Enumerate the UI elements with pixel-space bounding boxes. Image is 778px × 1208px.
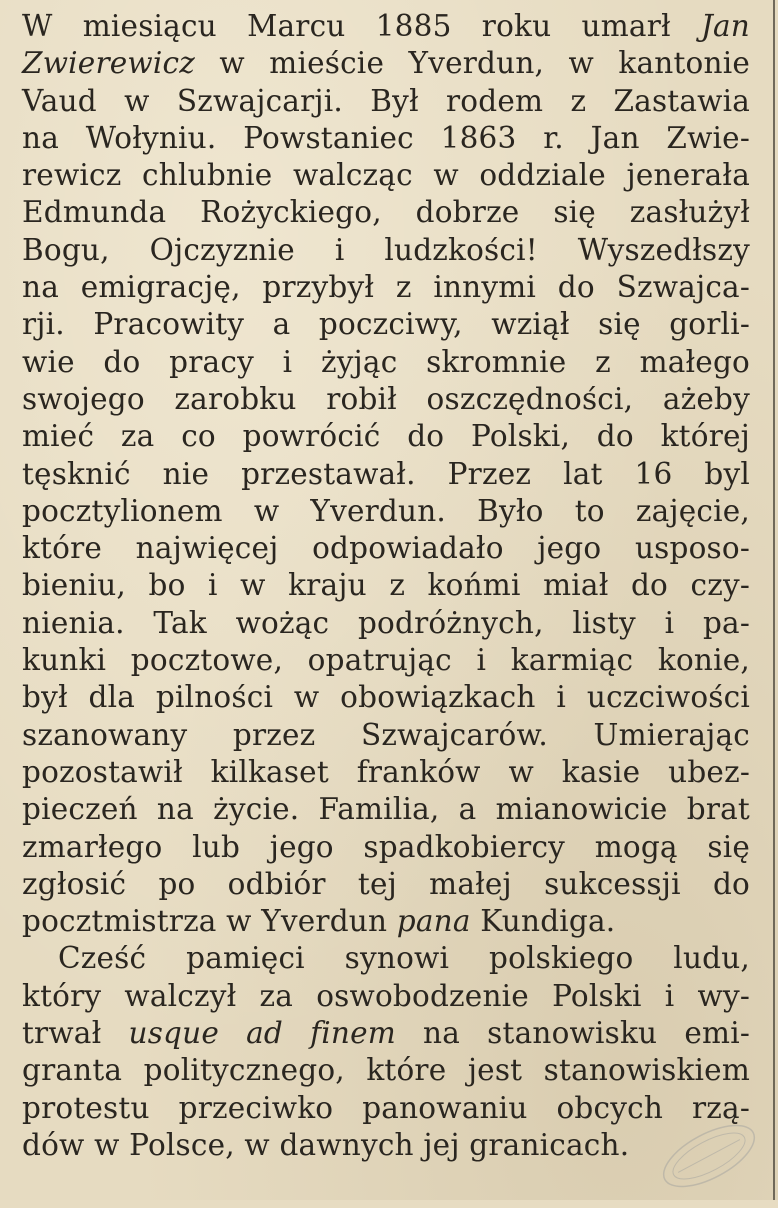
text-line	[22, 194, 750, 231]
text-segment: granta politycznego, które jest stanowiskiem	[22, 1053, 750, 1088]
text-line	[22, 940, 750, 977]
text-segment: wie do pracy i żyjąc skromnie z małego	[22, 344, 750, 379]
text-line	[22, 232, 750, 269]
text-segment: dów w Polsce, w dawnych jej granicach.	[22, 1127, 630, 1162]
text-line	[22, 1090, 750, 1127]
text-segment: Edmunda Rożyckiego, dobrze się zasłużył	[22, 195, 750, 230]
text-segment: pozostawił kilkaset franków w kasie ubez-	[22, 754, 750, 789]
text-line	[22, 754, 750, 791]
text-line	[22, 8, 750, 45]
italic-text-segment: pana	[396, 904, 471, 939]
text-line	[22, 866, 750, 903]
text-segment: rewicz chlubnie walcząc w oddziale jenerała	[22, 158, 750, 193]
text-segment: W miesiącu Marcu 1885 roku umarł	[22, 9, 701, 43]
text-segment: na Wołyniu. Powstaniec 1863 r. Jan Zwie-	[22, 120, 750, 155]
text-segment: który walczył za oswobodzenie Polski i wy-	[22, 978, 750, 1013]
text-line	[22, 157, 750, 194]
text-line	[22, 530, 750, 567]
text-segment: tęsknić nie przestawał. Przez lat 16 byl	[22, 456, 750, 491]
text-line	[22, 269, 750, 306]
text-segment: był dla pilności w obowiązkach i uczciwości	[22, 680, 750, 715]
text-line	[22, 791, 750, 828]
text-segment: trwał	[22, 1016, 129, 1051]
text-segment: Vaud w Szwajcarji. Był rodem z Zastawia	[22, 83, 750, 118]
text-line	[22, 83, 750, 120]
text-segment: pocztylionem w Yverdun. Było to zajęcie,	[22, 493, 750, 528]
text-line	[22, 120, 750, 157]
text-line	[22, 418, 750, 455]
text-segment: kunki pocztowe, opatrując i karmiąc konie,	[22, 643, 750, 678]
text-line	[22, 679, 750, 716]
italic-text-segment: Zwierewicz	[22, 46, 195, 81]
text-segment: rji. Pracowity a poczciwy, wziął się gorli-	[22, 307, 750, 342]
text-segment: na stanowisku emi-	[395, 1016, 750, 1051]
text-segment: mieć za co powrócić do Polski, do której	[22, 419, 750, 454]
text-segment: nienia. Tak wożąc podróżnych, listy i pa-	[22, 605, 750, 640]
text-segment: zmarłego lub jego spadkobiercy mogą się	[22, 829, 750, 864]
text-line	[22, 456, 750, 493]
text-segment: Kundiga.	[470, 904, 616, 939]
text-line	[22, 45, 750, 82]
text-segment: w mieście Yverdun, w kantonie	[194, 46, 750, 81]
text-segment: zgłosić po odbiór tej małej sukcessji do	[22, 866, 750, 901]
text-segment: na emigrację, przybył z innymi do Szwajca-	[22, 270, 750, 305]
italic-text-segment: Jan	[700, 9, 750, 43]
text-segment: Bogu, Ojczyznie i ludzkości! Wyszedłszy	[22, 232, 750, 267]
text-line	[22, 903, 750, 940]
column-rule	[773, 0, 775, 1200]
text-line	[22, 1015, 750, 1052]
text-segment: pieczeń na życie. Familia, a mianowicie brat	[22, 792, 750, 827]
text-segment: bieniu, bo i w kraju z końmi miał do czy-	[22, 568, 750, 603]
article-text	[22, 8, 750, 1164]
text-segment: swojego zarobku robił oszczędności, ażeby	[22, 381, 750, 416]
text-segment: szanowany przez Szwajcarów. Umierając	[22, 717, 750, 752]
text-line	[22, 978, 750, 1015]
text-line	[22, 642, 750, 679]
text-line	[22, 717, 750, 754]
text-line	[22, 829, 750, 866]
text-segment: protestu przeciwko panowaniu obcych rzą-	[22, 1090, 750, 1125]
text-segment: Cześć pamięci synowi polskiego ludu,	[58, 941, 750, 976]
text-line	[22, 605, 750, 642]
text-line	[22, 493, 750, 530]
text-segment: pocztmistrza w Yverdun	[22, 904, 397, 939]
text-line	[22, 567, 750, 604]
text-line	[22, 306, 750, 343]
italic-text-segment: usque ad finem	[128, 1016, 396, 1051]
text-line	[22, 344, 750, 381]
text-line	[22, 1052, 750, 1089]
text-segment: które najwięcej odpowiadało jego usposo-	[22, 531, 750, 566]
text-line	[22, 1127, 750, 1164]
text-line	[22, 381, 750, 418]
